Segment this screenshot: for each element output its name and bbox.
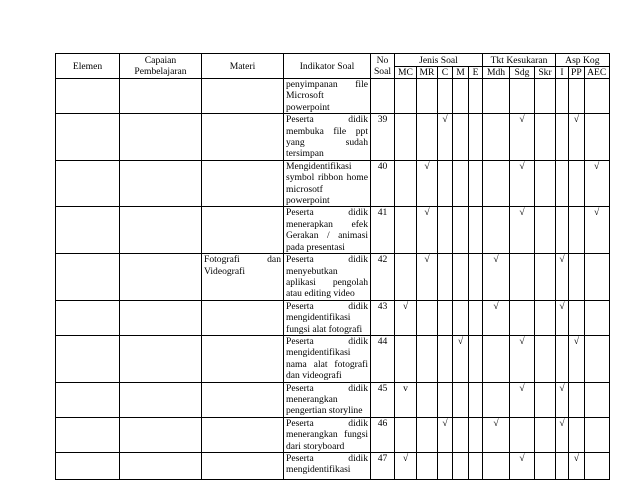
cell-indikator: Peserta didik mengidentifikasi [284, 453, 371, 480]
cell-no-soal: 44 [371, 335, 395, 382]
table-row [56, 382, 610, 417]
cell-mark [453, 300, 469, 335]
header-skr: Skr [535, 67, 556, 79]
cell-mark [535, 453, 556, 480]
cell-mark [453, 160, 469, 207]
cell-mark [535, 79, 556, 114]
cell-mark [510, 79, 535, 114]
header-aec: AEC [584, 67, 609, 79]
cell-indikator: Peserta didik menerapkan efek Gerakan / animasi pada presentasi [284, 207, 371, 254]
cell-indikator: Peserta didik menerangkan fungsi dari storyboard [284, 417, 371, 452]
cell-no-soal: 47 [371, 453, 395, 480]
header-m: M [453, 67, 469, 79]
cell-mark [569, 300, 585, 335]
cell-mark [395, 335, 417, 382]
cell-capaian [120, 254, 202, 301]
header-mr: MR [417, 67, 438, 79]
cell-mark [395, 254, 417, 301]
cell-capaian [120, 300, 202, 335]
cell-no-soal: 43 [371, 300, 395, 335]
cell-mark [535, 382, 556, 417]
cell-elemen [56, 114, 120, 161]
cell-no-soal: 46 [371, 417, 395, 452]
cell-mark [395, 207, 417, 254]
cell-mark [569, 160, 585, 207]
cell-mark [469, 453, 483, 480]
cell-mark [417, 114, 438, 161]
cell-mark: √ [510, 207, 535, 254]
header-sdg: Sdg [510, 67, 535, 79]
table-row [56, 207, 610, 254]
cell-mark [469, 382, 483, 417]
cell-mark [453, 114, 469, 161]
cell-mark: √ [510, 160, 535, 207]
cell-mark: √ [510, 335, 535, 382]
cell-mark [438, 207, 453, 254]
cell-mark: √ [569, 335, 585, 382]
cell-no-soal: 45 [371, 382, 395, 417]
table-row [56, 453, 610, 480]
cell-mark: √ [584, 160, 609, 207]
cell-mark [569, 79, 585, 114]
cell-capaian [120, 417, 202, 452]
cell-mark: √ [510, 382, 535, 417]
cell-no-soal: 39 [371, 114, 395, 161]
cell-mark: √ [438, 114, 453, 161]
cell-mark [438, 79, 453, 114]
cell-mark [417, 417, 438, 452]
header-row-top [56, 54, 610, 67]
cell-mark [469, 114, 483, 161]
header-asp-kog: Asp Kog [556, 54, 610, 67]
cell-materi [202, 335, 284, 382]
cell-mark [438, 160, 453, 207]
cell-mark [417, 382, 438, 417]
cell-capaian [120, 453, 202, 480]
cell-mark [535, 335, 556, 382]
cell-mark [438, 300, 453, 335]
cell-mark [453, 254, 469, 301]
cell-mark [469, 254, 483, 301]
table-row [56, 300, 610, 335]
cell-no-soal: 42 [371, 254, 395, 301]
cell-elemen [56, 382, 120, 417]
header-no-soal-text: No Soal [373, 55, 392, 77]
header-jenis-soal: Jenis Soal [395, 54, 483, 67]
cell-materi [202, 453, 284, 480]
cell-mark [584, 79, 609, 114]
cell-materi [202, 79, 284, 114]
cell-mark [584, 382, 609, 417]
header-pp: PP [569, 67, 585, 79]
cell-mark [395, 160, 417, 207]
cell-mark [395, 79, 417, 114]
cell-mark [483, 114, 510, 161]
cell-materi: Fotografi dan Videografi [202, 254, 284, 301]
header-e: E [469, 67, 483, 79]
cell-mark [453, 207, 469, 254]
cell-materi [202, 207, 284, 254]
cell-no-soal: 41 [371, 207, 395, 254]
cell-mark [569, 417, 585, 452]
cell-mark [556, 79, 569, 114]
cell-mark [535, 300, 556, 335]
cell-mark [453, 79, 469, 114]
cell-elemen [56, 417, 120, 452]
header-i: I [556, 67, 569, 79]
cell-mark [453, 453, 469, 480]
cell-mark [438, 335, 453, 382]
cell-elemen [56, 79, 120, 114]
kisi-kisi-table [55, 53, 610, 480]
cell-capaian [120, 79, 202, 114]
cell-indikator: Peserta didik mengidentifikasi fungsi alat fotografi [284, 300, 371, 335]
cell-mark [584, 417, 609, 452]
cell-elemen [56, 207, 120, 254]
cell-mark [469, 300, 483, 335]
cell-mark [569, 382, 585, 417]
cell-mark [417, 335, 438, 382]
cell-indikator: Mengidentifikasi symbol ribbon home microsotf powerpoint [284, 160, 371, 207]
cell-mark [395, 114, 417, 161]
header-mdh: Mdh [483, 67, 510, 79]
cell-no-soal [371, 79, 395, 114]
table-row [56, 417, 610, 452]
cell-capaian [120, 114, 202, 161]
cell-mark: √ [556, 382, 569, 417]
cell-mark: √ [584, 207, 609, 254]
cell-mark [483, 382, 510, 417]
cell-indikator: Peserta didik membuka file ppt yang sudah tersimpan [284, 114, 371, 161]
table-row [56, 79, 610, 114]
cell-mark [483, 207, 510, 254]
cell-mark [556, 453, 569, 480]
cell-mark: √ [417, 207, 438, 254]
cell-mark [535, 160, 556, 207]
cell-mark [535, 254, 556, 301]
cell-mark [569, 254, 585, 301]
cell-mark: √ [483, 417, 510, 452]
cell-mark: √ [395, 453, 417, 480]
cell-mark: √ [483, 300, 510, 335]
cell-mark [469, 207, 483, 254]
cell-mark [469, 160, 483, 207]
cell-mark: √ [417, 254, 438, 301]
cell-elemen [56, 300, 120, 335]
cell-mark: v [395, 382, 417, 417]
cell-mark [584, 335, 609, 382]
cell-mark [483, 79, 510, 114]
cell-mark [535, 114, 556, 161]
cell-mark: √ [483, 254, 510, 301]
cell-mark [556, 335, 569, 382]
cell-mark [483, 335, 510, 382]
cell-materi [202, 114, 284, 161]
header-elemen: Elemen [56, 54, 120, 79]
cell-mark: √ [510, 114, 535, 161]
cell-mark [535, 207, 556, 254]
table-body [56, 79, 610, 480]
cell-mark: √ [569, 453, 585, 480]
cell-mark [483, 453, 510, 480]
cell-mark: √ [556, 254, 569, 301]
cell-mark: √ [438, 417, 453, 452]
header-c: C [438, 67, 453, 79]
cell-mark [469, 79, 483, 114]
cell-indikator: Peserta didik mengidentifikasi nama alat fotografi dan videografi [284, 335, 371, 382]
cell-mark: √ [417, 160, 438, 207]
cell-mark [438, 453, 453, 480]
cell-mark [569, 207, 585, 254]
cell-mark [556, 207, 569, 254]
cell-mark [510, 254, 535, 301]
cell-mark [584, 254, 609, 301]
cell-mark [556, 160, 569, 207]
cell-indikator: Peserta didik menerangkan pengertian storyline [284, 382, 371, 417]
header-no-soal [371, 54, 395, 79]
cell-capaian [120, 160, 202, 207]
cell-indikator: penyimpanan file Microsoft powerpoint [284, 79, 371, 114]
cell-mark: √ [569, 114, 585, 161]
cell-mark [469, 335, 483, 382]
cell-mark: √ [556, 417, 569, 452]
cell-elemen [56, 160, 120, 207]
cell-mark [483, 160, 510, 207]
cell-mark [453, 417, 469, 452]
cell-mark: √ [453, 335, 469, 382]
header-mc: MC [395, 67, 417, 79]
cell-mark [584, 114, 609, 161]
cell-no-soal: 40 [371, 160, 395, 207]
cell-mark [556, 114, 569, 161]
cell-materi [202, 160, 284, 207]
cell-mark: √ [556, 300, 569, 335]
cell-mark [535, 417, 556, 452]
header-materi: Materi [202, 54, 284, 79]
table-row [56, 254, 610, 301]
cell-mark [417, 79, 438, 114]
cell-mark [510, 417, 535, 452]
cell-mark: √ [510, 453, 535, 480]
cell-mark [510, 300, 535, 335]
cell-mark [469, 417, 483, 452]
cell-elemen [56, 335, 120, 382]
cell-mark [438, 382, 453, 417]
cell-elemen [56, 254, 120, 301]
table-row [56, 114, 610, 161]
cell-capaian [120, 335, 202, 382]
header-capaian [120, 54, 202, 79]
header-indikator: Indikator Soal [284, 54, 371, 79]
cell-mark [584, 453, 609, 480]
table-row [56, 160, 610, 207]
cell-capaian [120, 382, 202, 417]
cell-mark [395, 417, 417, 452]
cell-mark [417, 300, 438, 335]
cell-mark [417, 453, 438, 480]
cell-materi [202, 382, 284, 417]
cell-mark [453, 382, 469, 417]
header-capaian-text: Capaian Pembelajaran [134, 55, 187, 77]
cell-mark: √ [395, 300, 417, 335]
cell-indikator: Peserta didik menyebutkan aplikasi pengolah atau editing video [284, 254, 371, 301]
cell-elemen [56, 453, 120, 480]
cell-materi [202, 300, 284, 335]
cell-materi [202, 417, 284, 452]
table-row [56, 335, 610, 382]
header-tkt-kesukaran: Tkt Kesukaran [483, 54, 556, 67]
cell-mark [584, 300, 609, 335]
cell-capaian [120, 207, 202, 254]
cell-mark [438, 254, 453, 301]
